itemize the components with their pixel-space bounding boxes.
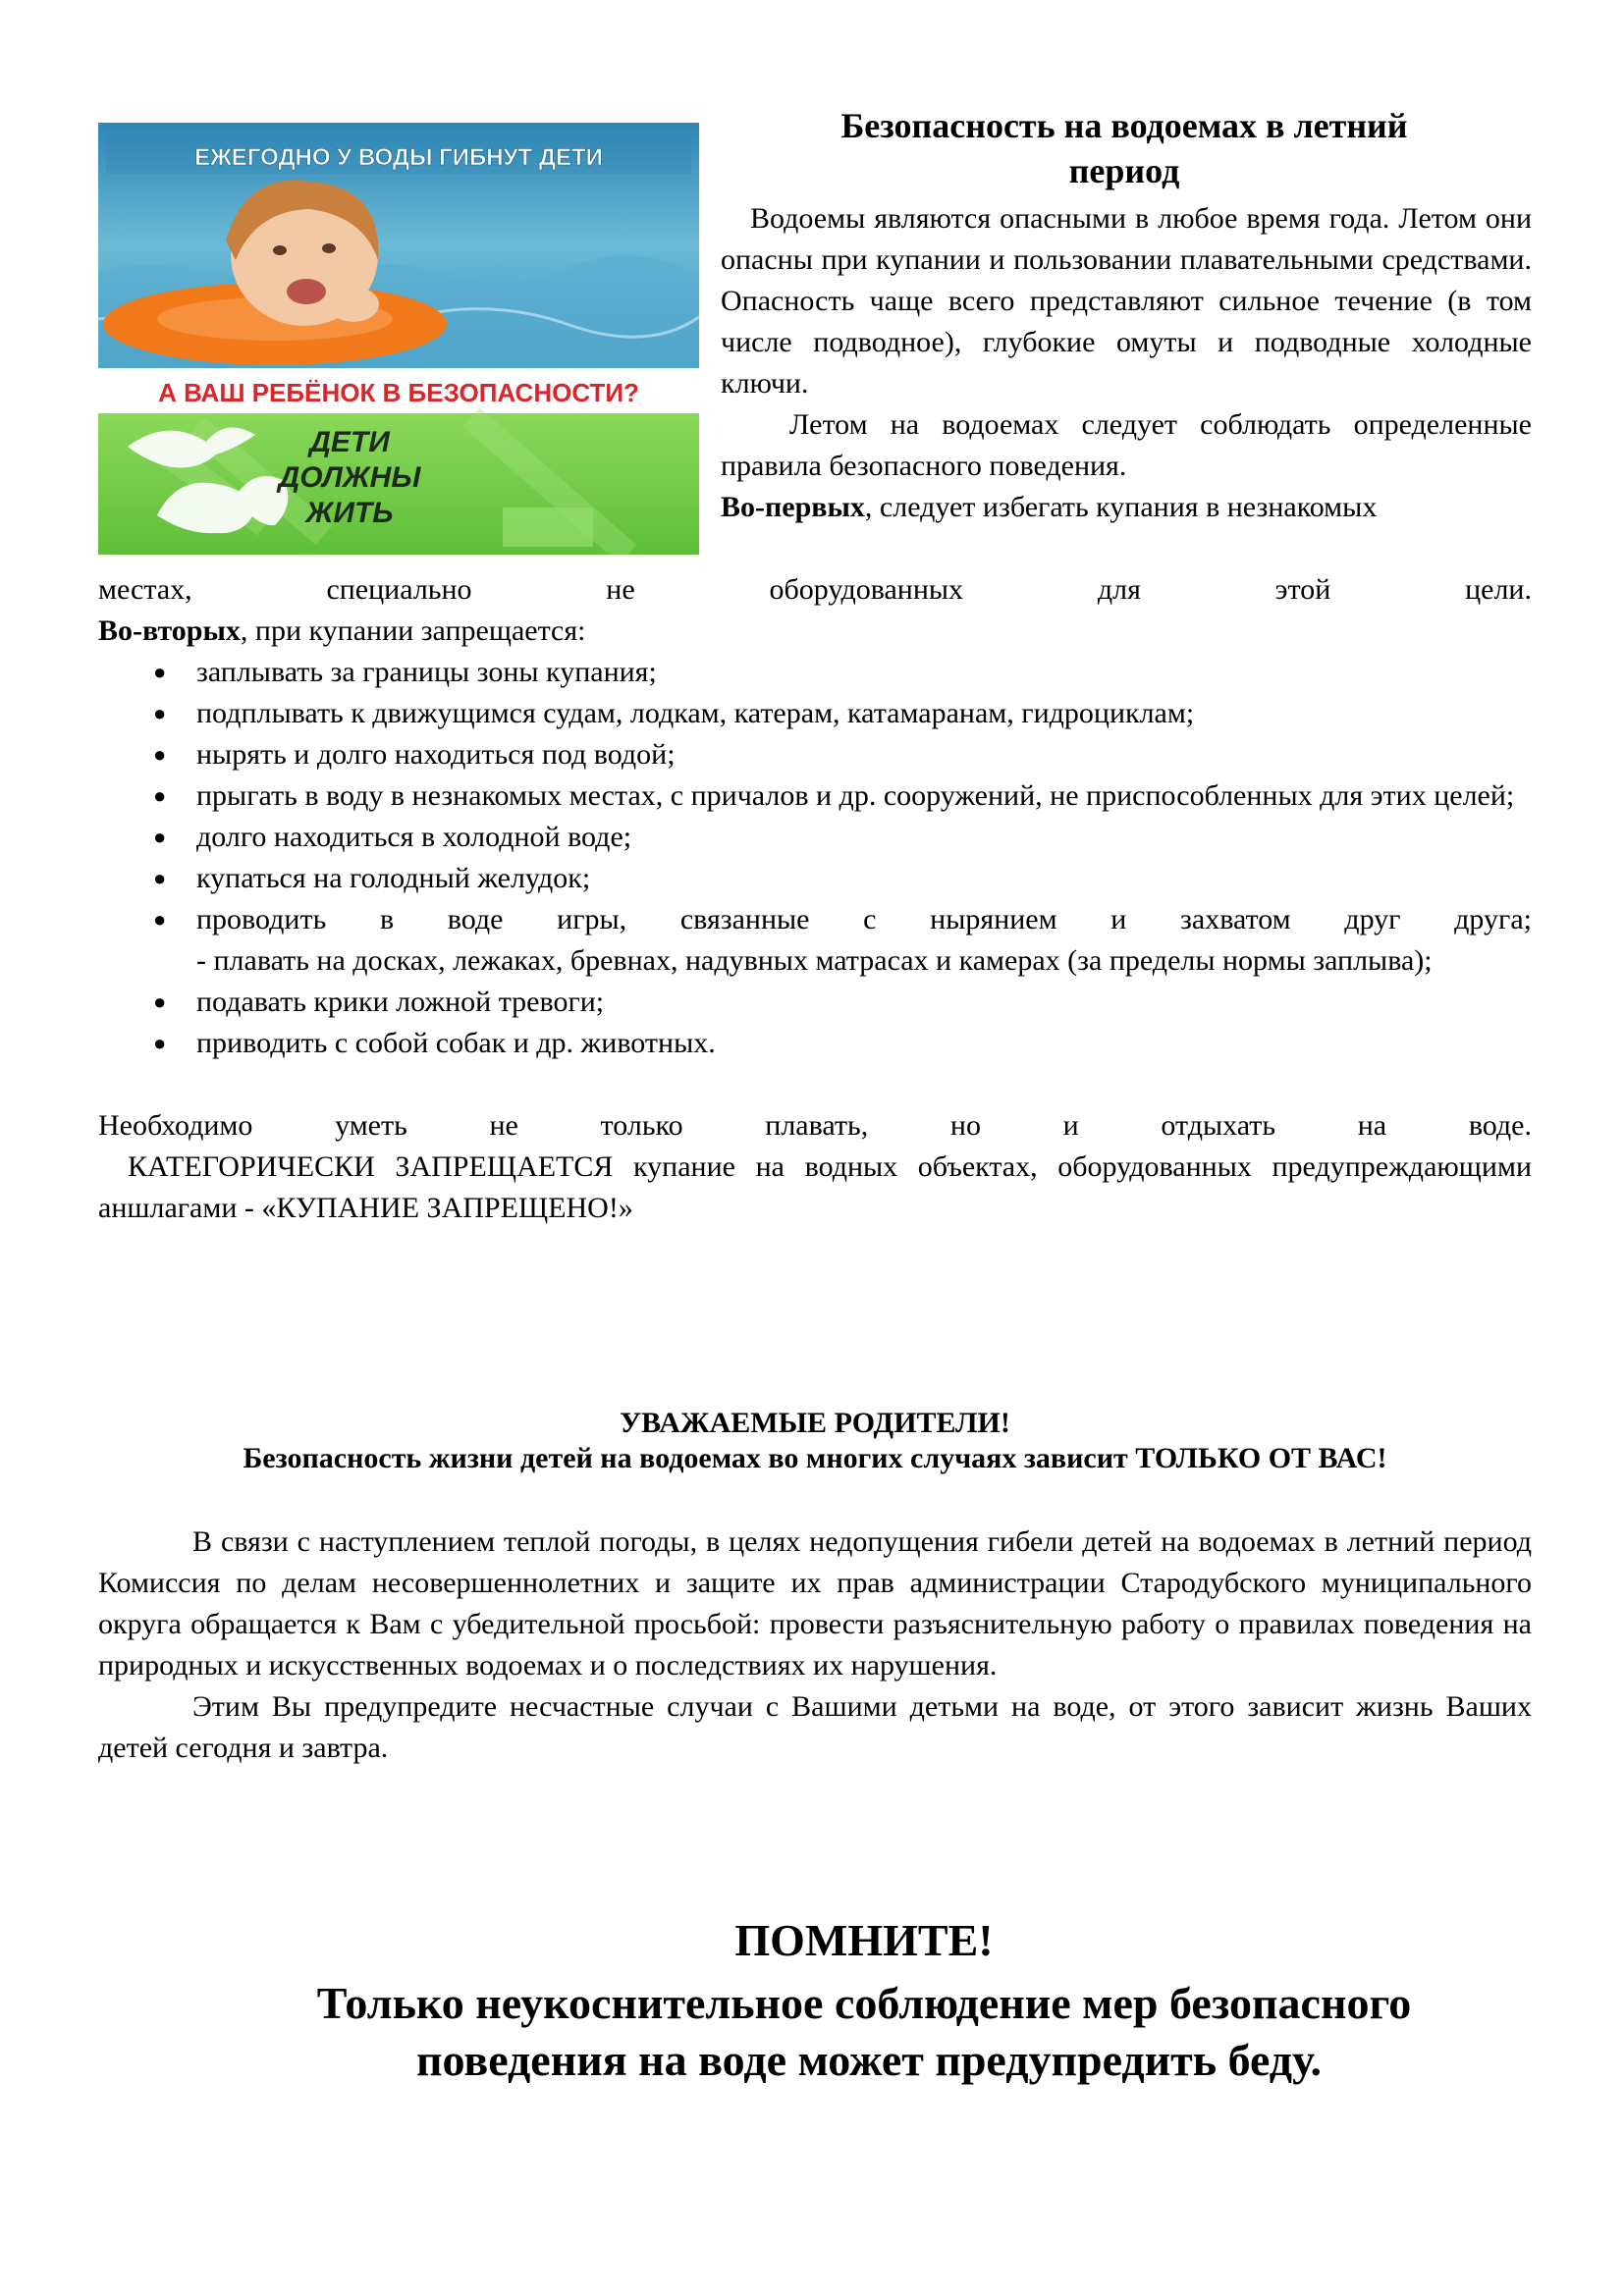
- list-item: ● долго находиться в холодной воде;: [153, 821, 632, 853]
- first-rest: , следует избегать купания в незнакомых: [864, 491, 1378, 523]
- remember-heading: ПОМНИТЕ!: [734, 1915, 994, 1965]
- intro-paragraph-1: Водоемы являются опасными в любое время года. Летом они опасны при купании и пользовании плавательными средствами. Опасность чаще всего представляют сильное течение (в том числе подводное), глубокие омуты и подводные холодные ключи.: [721, 202, 1532, 400]
- remember-line-2: поведения на воде может предупредить беду.: [416, 2035, 1322, 2085]
- appeal-heading-block: [98, 1406, 1532, 1476]
- second-rule-intro: [98, 611, 1532, 652]
- list-item: ● приводить с собой собак и др. животных.: [153, 1027, 716, 1059]
- title-line-2: период: [1068, 151, 1180, 190]
- body-section: [98, 569, 1532, 1229]
- safety-poster-image: [98, 123, 699, 555]
- list-item: ● заплывать за границы зоны купания;: [153, 656, 657, 688]
- poster-line-3: ЖИТЬ: [305, 497, 394, 529]
- first-rule-intro: [721, 487, 1532, 528]
- intro-paragraph-2: Летом на водоемах следует соблюдать определенные правила безопасного поведения.: [721, 408, 1532, 482]
- remember-block: [98, 1912, 1624, 2089]
- list-item: ● купаться на голодный желудок;: [153, 862, 591, 894]
- poster-line-1: ДЕТИ: [309, 426, 390, 458]
- list-item: ● прыгать в воду в незнакомых местах, с причалов и др. сооружений, не приспособленных для этих целей;: [153, 779, 1515, 812]
- first-rule-continuation: местах, специально не оборудованных для этой цели.: [98, 573, 1532, 606]
- appeal-paragraph-1: В связи с наступлением теплой погоды, в целях недопущения гибели детей на водоемах в летний период Комиссия по делам несовершеннолетних и защите их прав администрации Стародубского муниципального округа обращается к Вам с убедительной просьбой: провести разъяснительную работу о правилах поведения на природных и искусственных водоемах и о последствиях их нарушения.: [98, 1525, 1532, 1682]
- closing-line-2: КАТЕГОРИЧЕСКИ ЗАПРЕЩАЕТСЯ купание на водных объектах, оборудованных предупреждающими аншлагами - «КУПАНИЕ ЗАПРЕЩЕНО!»: [98, 1150, 1532, 1224]
- appeal-body: [98, 1522, 1532, 1769]
- page-title: [722, 103, 1527, 193]
- poster-top-banner: ЕЖЕГОДНО У ВОДЫ ГИБНУТ ДЕТИ: [194, 144, 603, 171]
- list-item: ● подавать крики ложной тревоги;: [153, 986, 605, 1018]
- list-item: ● подплывать к движущимся судам, лодкам, катерам, катамаранам, гидроциклам;: [153, 697, 1195, 729]
- prohibited-list: [98, 652, 1532, 1064]
- appeal-paragraph-2: Этим Вы предупредите несчастные случаи с Вашими детьми на воде, от этого зависит жизнь Ваших детей сегодня и завтра.: [98, 1690, 1532, 1764]
- remember-line-1: Только неукоснительное соблюдение мер безопасного: [316, 1978, 1412, 2028]
- second-label: Во-вторых: [98, 614, 241, 647]
- first-label: Во-первых: [721, 491, 865, 523]
- list-item: ● проводить в воде игры, связанные с нырянием и захватом друг друга; - плавать на досках, лежаках, бревнах, надувных матрасах и камерах (за пределы нормы заплыва);: [153, 903, 1532, 977]
- second-rest: , при купании запрещается:: [240, 614, 586, 647]
- title-line-1: Безопасность на водоемах в летний: [840, 106, 1408, 145]
- closing-line-1: Необходимо уметь не только плавать, но и отдыхать на воде.: [98, 1109, 1532, 1142]
- poster-line-2: ДОЛЖНЫ: [278, 461, 421, 494]
- appeal-heading: УВАЖАЕМЫЕ РОДИТЕЛИ!: [620, 1407, 1010, 1439]
- poster-middle-banner: А ВАШ РЕБЁНОК В БЕЗОПАСНОСТИ?: [158, 378, 639, 407]
- list-item: ● нырять и долго находиться под водой;: [153, 738, 676, 771]
- intro-column: [721, 198, 1532, 528]
- appeal-subheading: Безопасность жизни детей на водоемах во многих случаях зависит ТОЛЬКО ОТ ВАС!: [243, 1442, 1387, 1474]
